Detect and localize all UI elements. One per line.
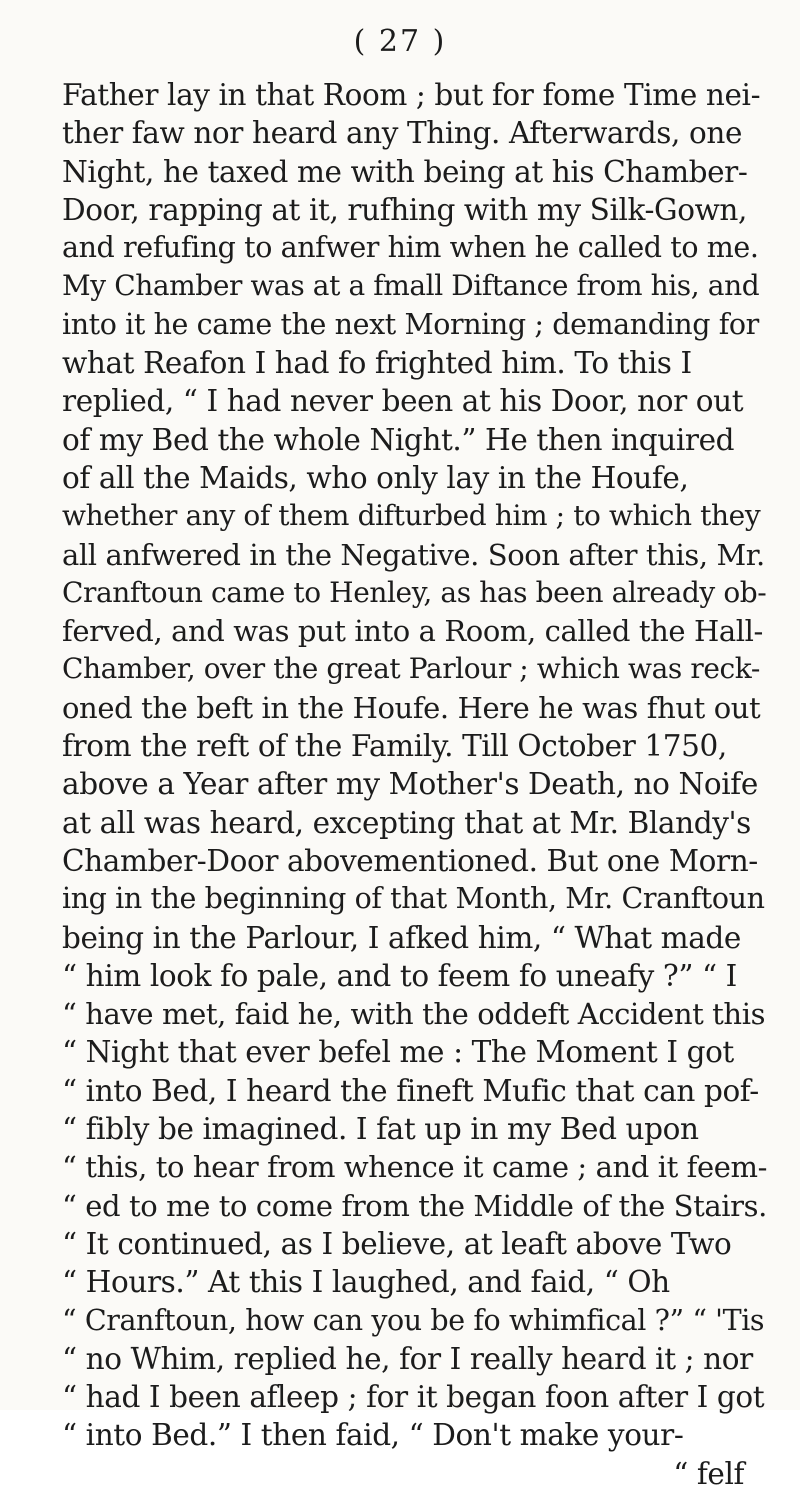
text-line: at all was heard, excepting that at Mr. Blandy's	[62, 805, 751, 840]
text-line: “ had I been afleep ; for it began foon after I got	[62, 1380, 765, 1415]
text-line: Night, he taxed me with being at his Chamber-	[62, 154, 748, 189]
text-line: “ ed to me to come from the Middle of the Stairs.	[62, 1188, 767, 1223]
page-number: ( 27 )	[353, 24, 447, 59]
text-line: “ fibly be imagined. I fat up in my Bed upon	[62, 1112, 699, 1147]
text-line: Chamber, over the great Parlour ; which was reck-	[62, 652, 760, 686]
text-line: Door, rapping at it, rufhing with my Silk-Gown,	[62, 192, 748, 227]
text-line: Cranftoun came to Henley, as has been already ob-	[62, 575, 767, 609]
text-line: ther faw nor heard any Thing. Afterwards, one	[62, 116, 743, 151]
text-line: all anfwered in the Negative. Soon after this, Mr.	[62, 537, 765, 572]
text-line: into it he came the next Morning ; demanding for	[62, 307, 759, 341]
text-line: “ into Bed.” I then faid, “ Don't make your-	[62, 1418, 684, 1453]
text-line: oned the beft in the Houfe. Here he was fhut out	[62, 690, 761, 725]
text-line: “ have met, faid he, with the oddeft Accident this	[62, 997, 766, 1032]
text-line: “ no Whim, replied he, for I really heard it ; nor	[62, 1341, 753, 1376]
text-line: of my Bed the whole Night.” He then inquired	[62, 422, 735, 457]
text-line: from the reft of the Family. Till October 1750,	[62, 729, 727, 764]
text-line: and refufing to anfwer him when he called to me.	[62, 231, 759, 265]
text-line: replied, “ I had never been at his Door, nor out	[62, 384, 744, 419]
text-line: “ this, to hear from whence it came ; and it feem-	[62, 1150, 768, 1185]
text-line: “ him look fo pale, and to feem fo uneafy ?” “ I	[62, 958, 737, 993]
text-line: Chamber-Door abovementioned. But one Morn-	[62, 843, 758, 878]
text-line: “ into Bed, I heard the fineft Mufic that can pof-	[62, 1073, 759, 1108]
text-line: being in the Parlour, I afked him, “ What made	[62, 920, 741, 955]
text-line: “ Night that ever befel me : The Moment I got	[62, 1035, 734, 1070]
text-line: “ Hours.” At this I laughed, and faid, “ Oh	[62, 1265, 670, 1300]
catchword: “ felf	[673, 1456, 744, 1491]
text-line: above a Year after my Mother's Death, no Noife	[62, 767, 758, 802]
text-line: whether any of them difturbed him ; to which they	[62, 499, 761, 533]
text-line: Father lay in that Room ; but for fome Time nei-	[62, 78, 761, 112]
body-text	[62, 76, 768, 1493]
text-line: “ Cranftoun, how can you be fo whimfical ?” “ 'Tis	[62, 1303, 765, 1337]
text-line: what Reafon I had fo frighted him. To this I	[62, 346, 692, 381]
text-line: of all the Maids, who only lay in the Houfe,	[62, 460, 689, 495]
text-line: ferved, and was put into a Room, called the Hall-	[62, 614, 763, 649]
text-line: “ It continued, as I believe, at leaft above Two	[62, 1226, 732, 1261]
text-line: My Chamber was at a fmall Diftance from his, and	[62, 269, 760, 303]
text-line: ing in the beginning of that Month, Mr. Cranftoun	[62, 882, 765, 916]
